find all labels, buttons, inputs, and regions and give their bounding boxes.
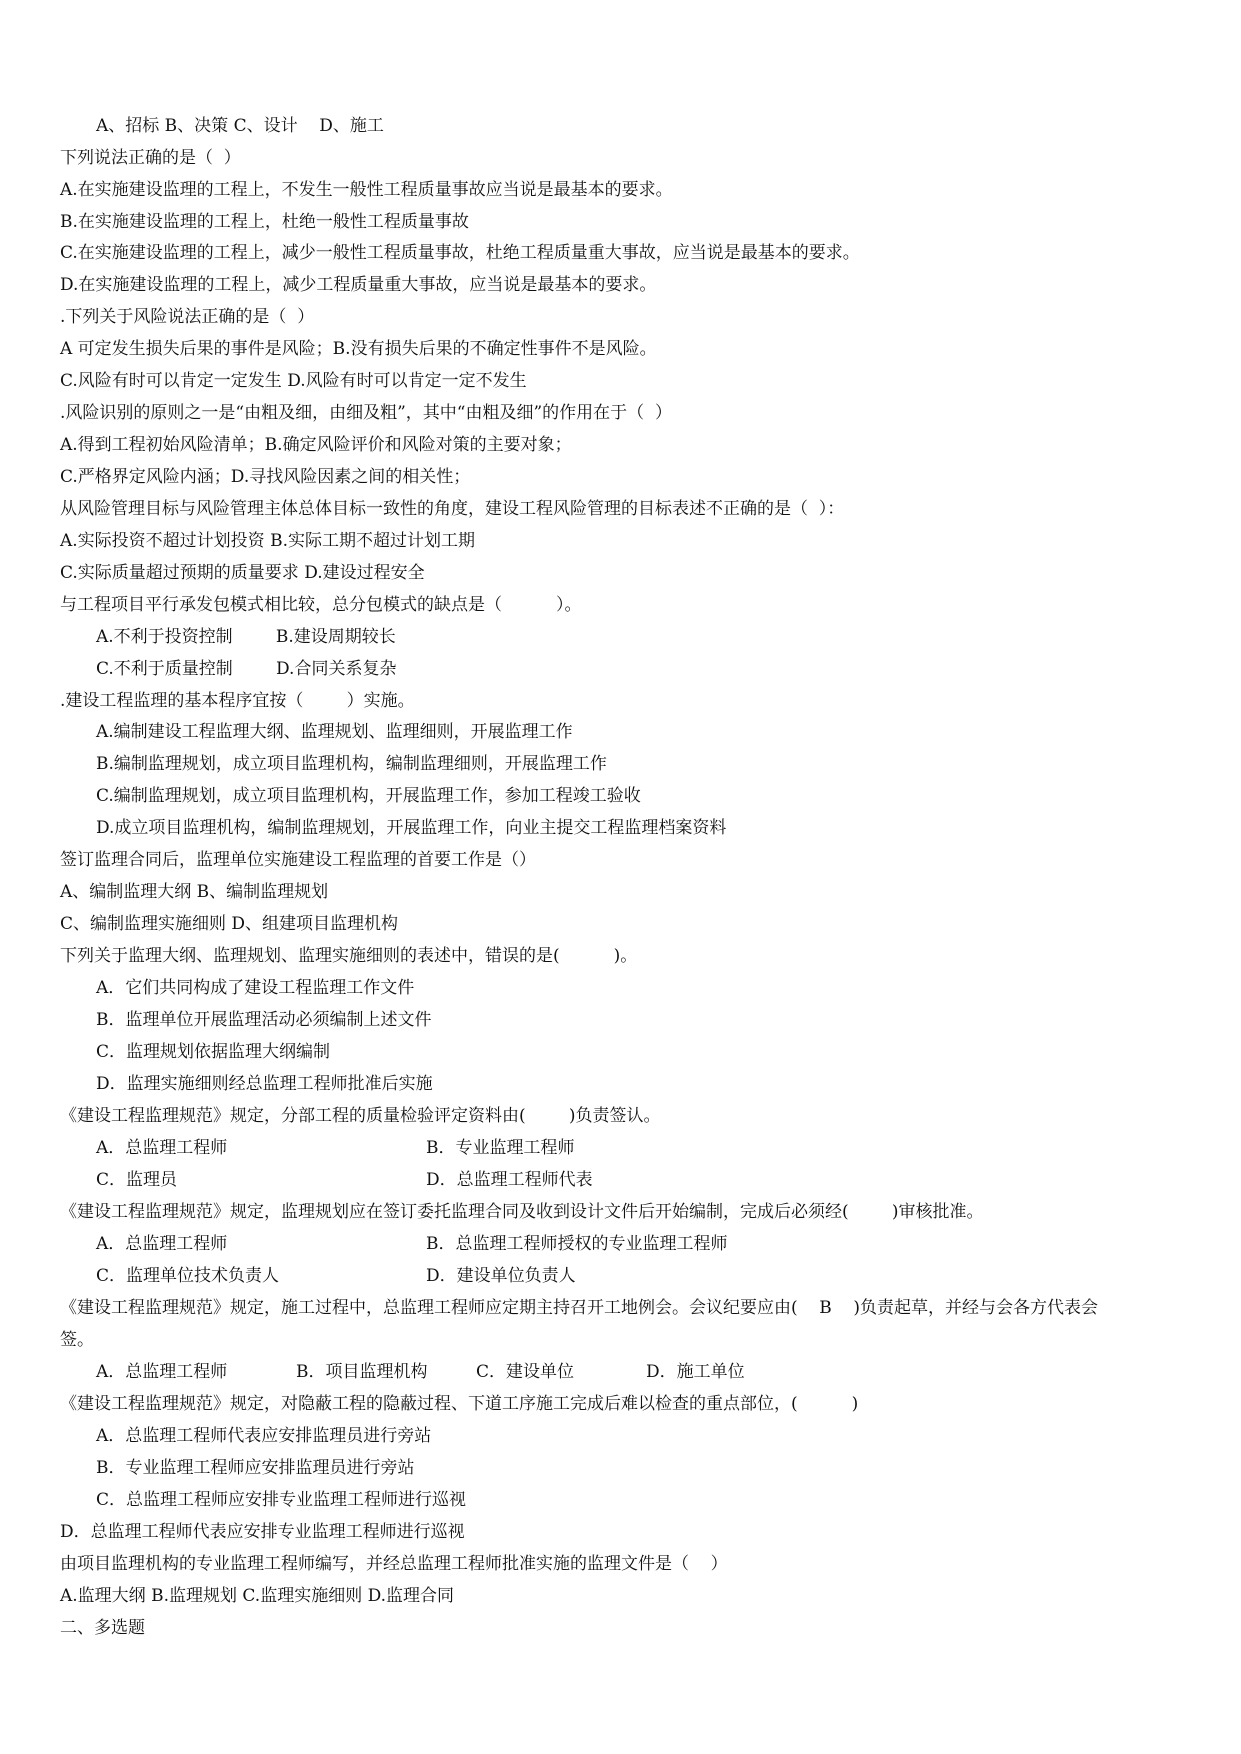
option-line: A 可定发生损失后果的事件是风险；B.没有损失后果的不确定性事件不是风险。 [60,339,657,359]
option-line: A、编制监理大纲 B、编制监理规划 [60,882,329,902]
question-stem: 与工程项目平行承发包模式相比较，总分包模式的缺点是（ ）。 [60,595,582,615]
option-line: C、编制监理实施细则 D、组建项目监理机构 [60,914,399,934]
question-stem: .风险识别的原则之一是“由粗及细，由细及粗”，其中“由粗及细”的作用在于（ ） [60,403,672,423]
question-stem: .下列关于风险说法正确的是（ ） [60,307,315,327]
section-heading: 二、多选题 [60,1618,145,1638]
option-a: A．总监理工程师 [96,1138,228,1158]
option-line: C.严格界定风险内涵；D.寻找风险因素之间的相关性； [60,467,471,487]
option-line: B.在实施建设监理的工程上，杜绝一般性工程质量事故 [60,212,469,232]
option-a: A．总监理工程师 [96,1362,228,1382]
option-d: D．施工单位 [646,1362,745,1382]
text-line: A、招标 B、决策 C、设计 D、施工 [96,116,384,136]
option-d: D．建设单位负责人 [426,1266,576,1286]
option-line: A．它们共同构成了建设工程监理工作文件 [96,978,415,998]
option-line: C.编制监理规划，成立项目监理机构，开展监理工作，参加工程竣工验收 [96,786,641,806]
question-stem: 由项目监理机构的专业监理工程师编写，并经总监理工程师批准实施的监理文件是（ ） [60,1554,728,1574]
question-stem: 《建设工程监理规范》规定，对隐蔽工程的隐蔽过程、下道工序施工完成后难以检查的重点部位，( ) [60,1394,859,1414]
question-stem: 《建设工程监理规范》规定，监理规划应在签订委托监理合同及收到设计文件后开始编制，完成后必须经( )审核批准。 [60,1202,984,1222]
question-stem: 从风险管理目标与风险管理主体总体目标一致性的角度，建设工程风险管理的目标表述不正确的是（ ）： [60,499,845,519]
option-line: C.实际质量超过预期的质量要求 D.建设过程安全 [60,563,425,583]
option-b: B．项目监理机构 [296,1362,428,1382]
option-line: D.成立项目监理机构，编制监理规划，开展监理工作，向业主提交工程监理档案资料 [96,818,727,838]
option-line: D．监理实施细则经总监理工程师批准后实施 [96,1074,433,1094]
option-line: C.在实施建设监理的工程上，减少一般性工程质量事故，杜绝工程质量重大事故，应当说是最基本的要求。 [60,243,860,263]
question-stem: 下列说法正确的是（ ） [60,148,241,168]
option-line: A.监理大纲 B.监理规划 C.监理实施细则 D.监理合同 [60,1586,455,1606]
option-line: D．总监理工程师代表应安排专业监理工程师进行巡视 [60,1522,465,1542]
question-stem: 签订监理合同后，监理单位实施建设工程监理的首要工作是（） [60,850,536,870]
option-line: A.得到工程初始风险清单；B.确定风险评价和风险对策的主要对象； [60,435,572,455]
option-c: C．建设单位 [476,1362,575,1382]
question-stem: 下列关于监理大纲、监理规划、监理实施细则的表述中，错误的是( )。 [60,946,638,966]
option-line: C.不利于质量控制 D.合同关系复杂 [96,659,397,679]
option-c: C．监理员 [96,1170,178,1190]
option-line: B．专业监理工程师应安排监理员进行旁站 [96,1458,415,1478]
option-b: B．总监理工程师授权的专业监理工程师 [426,1234,728,1254]
option-b: B．专业监理工程师 [426,1138,575,1158]
option-line: A.实际投资不超过计划投资 B.实际工期不超过计划工期 [60,531,475,551]
option-line: B.编制监理规划，成立项目监理机构，编制监理细则，开展监理工作 [96,754,607,774]
option-line: C．总监理工程师应安排专业监理工程师进行巡视 [96,1490,467,1510]
question-stem-continued: 签。 [60,1330,94,1350]
question-stem: .建设工程监理的基本程序宜按（ ）实施。 [60,691,415,711]
option-d: D．总监理工程师代表 [426,1170,593,1190]
option-line: A.编制建设工程监理大纲、监理规划、监理细则，开展监理工作 [96,722,573,742]
option-line: A.不利于投资控制 B.建设周期较长 [96,627,396,647]
question-stem: 《建设工程监理规范》规定，施工过程中，总监理工程师应定期主持召开工地例会。会议纪要应由( B )负责起草，并经与会各方代表会 [60,1298,1098,1318]
option-line: A.在实施建设监理的工程上，不发生一般性工程质量事故应当说是最基本的要求。 [60,180,673,200]
question-stem: 《建设工程监理规范》规定，分部工程的质量检验评定资料由( )负责签认。 [60,1106,661,1126]
option-c: C．监理单位技术负责人 [96,1266,280,1286]
option-line: B．监理单位开展监理活动必须编制上述文件 [96,1010,432,1030]
option-a: A．总监理工程师 [96,1234,228,1254]
option-line: D.在实施建设监理的工程上，减少工程质量重大事故，应当说是最基本的要求。 [60,275,657,295]
option-line: C.风险有时可以肯定一定发生 D.风险有时可以肯定一定不发生 [60,371,527,391]
option-line: C．监理规划依据监理大纲编制 [96,1042,331,1062]
option-line: A．总监理工程师代表应安排监理员进行旁站 [96,1426,432,1446]
